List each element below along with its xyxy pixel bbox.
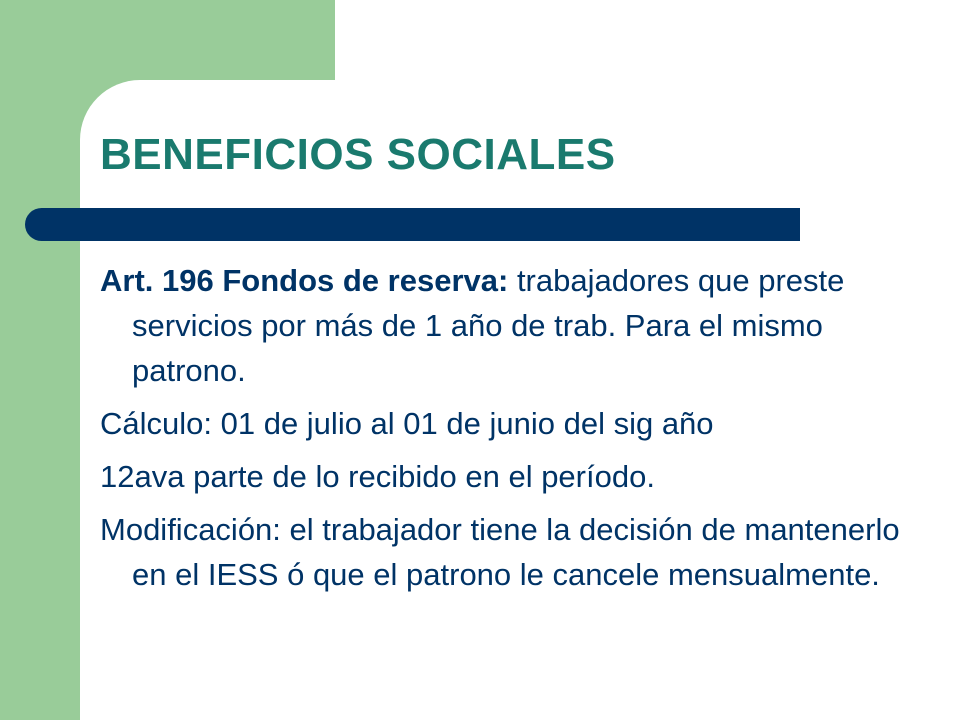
paragraph-bold-label: Art. 196 Fondos de reserva: [100, 263, 509, 298]
paragraph-12ava: 12ava parte de lo recibido en el período. [100, 459, 655, 494]
slide-title: BENEFICIOS SOCIALES [100, 130, 616, 179]
paragraph-fondos-reserva [100, 258, 920, 393]
paragraph-modificacion: Modificación: el trabajador tiene la decisión de mantenerlo en el IESS ó que el patrono le cancele mensualmente. [100, 512, 900, 592]
paragraph-calculo: Cálculo: 01 de julio al 01 de junio del sig año [100, 406, 714, 441]
title-underline-bar [25, 208, 800, 241]
slide-body [100, 258, 920, 605]
paragraph-text: trabajadores que preste servicios por más de 1 año de trab. Para el mismo patrono. [132, 263, 845, 388]
